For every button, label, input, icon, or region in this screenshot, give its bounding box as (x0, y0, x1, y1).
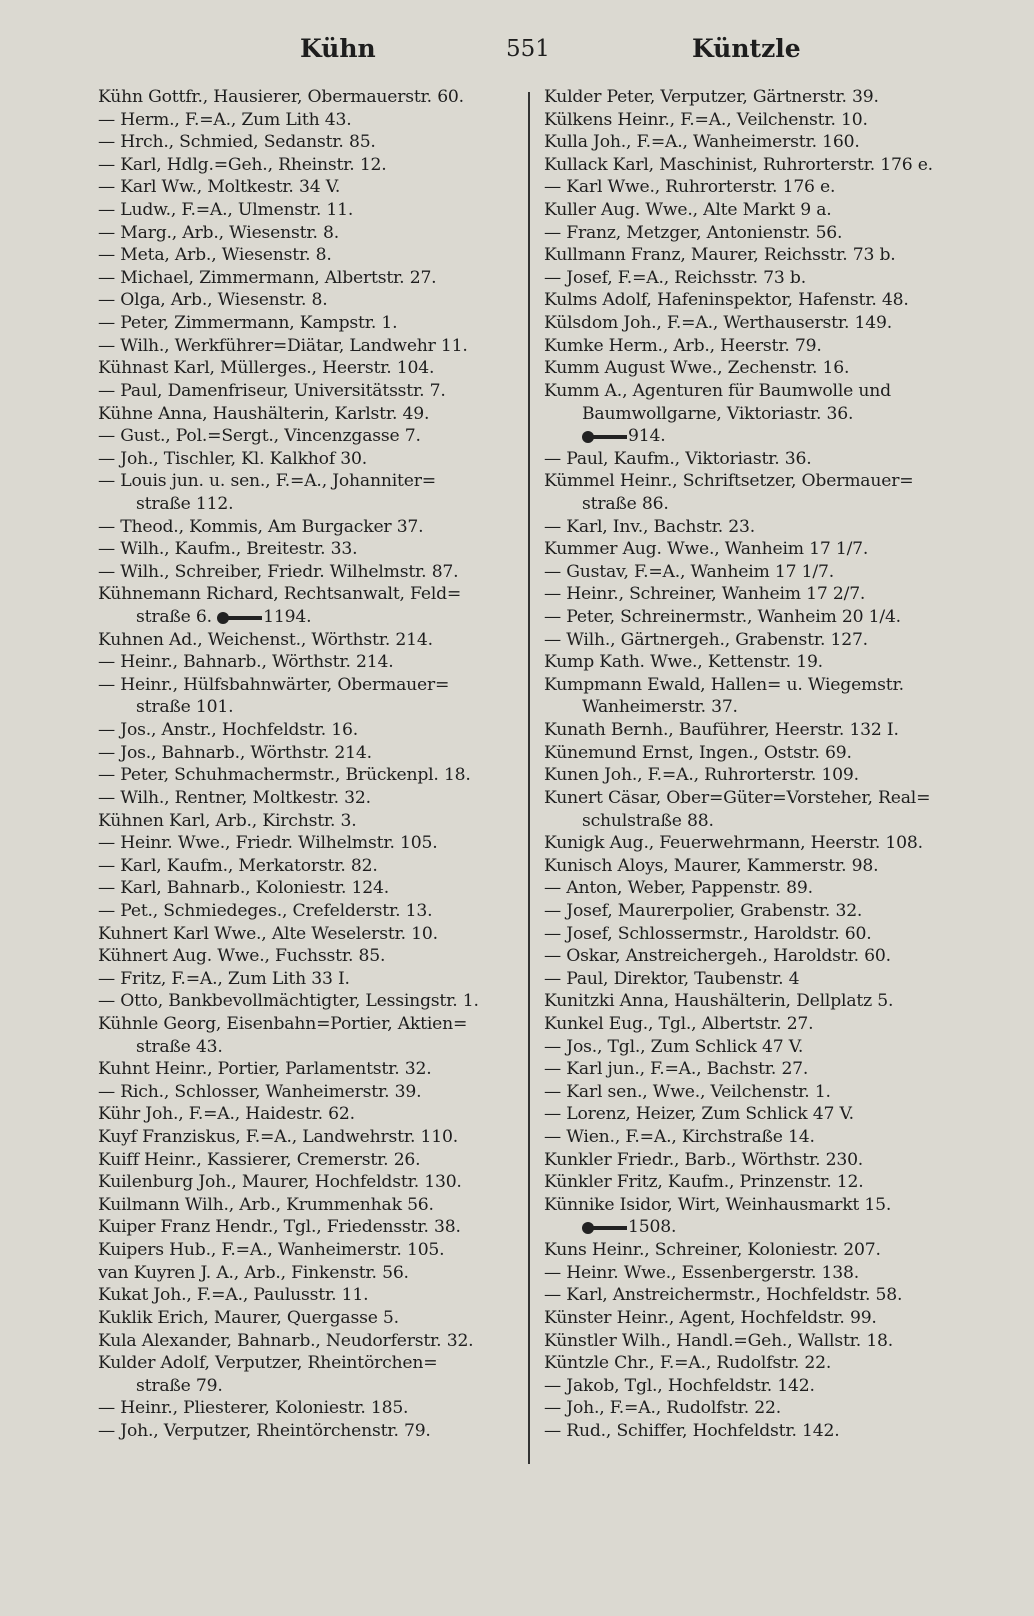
entry-text: — Karl Wwe., Ruhrorterstr. 176 e. (544, 177, 836, 198)
directory-entry (98, 1013, 516, 1036)
directory-entry (544, 109, 962, 132)
directory-entry (98, 1081, 516, 1104)
entry-continuation (98, 606, 516, 629)
entry-text: Kühn Gottfr., Hausierer, Obermauerstr. 60. (98, 87, 464, 107)
entry-text: — Heinr., Schreiner, Wanheim 17 2/7. (544, 584, 866, 605)
directory-entry (98, 832, 516, 855)
entry-text: — Paul, Direktor, Taubenstr. 4 (544, 968, 800, 989)
entry-text: Kuhnen Ad., Weichenst., Wörthstr. 214. (98, 629, 433, 650)
entry-text: — Pet., Schmiedeges., Crefelderstr. 13. (98, 900, 433, 921)
entry-text: — Otto, Bankbevollmächtigter, Lessingstr. 1. (98, 991, 479, 1012)
directory-entry (544, 719, 962, 742)
entry-text: — Jos., Tgl., Zum Schlick 47 V. (544, 1036, 804, 1057)
entry-text: — Herm., F.=A., Zum Lith 43. (98, 109, 352, 130)
directory-entry (544, 561, 962, 584)
entry-text: — Karl sen., Wwe., Veilchenstr. 1. (544, 1081, 831, 1102)
directory-entry (98, 199, 516, 222)
entry-text: Kuhnert Karl Wwe., Alte Weselerstr. 10. (98, 923, 438, 944)
page-number: 551 (506, 36, 550, 62)
entry-continuation (98, 1036, 516, 1059)
directory-entry (98, 1262, 516, 1285)
entry-text: — Louis jun. u. sen., F.=A., Johanniter= (98, 471, 436, 492)
entry-text: Kühnle Georg, Eisenbahn=Portier, Aktien= (98, 1013, 468, 1034)
directory-entry (98, 289, 516, 312)
entry-text: — Heinr., Hülfsbahnwärter, Obermauer= (98, 674, 450, 695)
entry-continuation (544, 403, 962, 426)
directory-entry (98, 719, 516, 742)
entry-text: Kunisch Aloys, Maurer, Kammerstr. 98. (544, 855, 879, 876)
entry-text: Kulder Peter, Verputzer, Gärtnerstr. 39. (544, 87, 879, 107)
directory-entry (544, 1262, 962, 1285)
directory-entry (544, 380, 962, 403)
running-head-left: Kühn (300, 34, 376, 63)
directory-entry (98, 855, 516, 878)
directory-entry (544, 787, 962, 810)
telephone-icon (582, 431, 622, 443)
directory-entry (544, 968, 962, 991)
entry-text: Kunitzki Anna, Haushälterin, Dellplatz 5. (544, 991, 894, 1012)
entry-text: Künstler Wilh., Handl.=Geh., Wallstr. 18. (544, 1330, 894, 1351)
entry-text: — Lorenz, Heizer, Zum Schlick 47 V. (544, 1104, 854, 1125)
directory-entry (544, 1307, 962, 1330)
directory-entry (544, 923, 962, 946)
entry-text: — Olga, Arb., Wiesenstr. 8. (98, 290, 328, 311)
entry-text: — Rich., Schlosser, Wanheimerstr. 39. (98, 1081, 422, 1102)
entry-text: Kühnert Aug. Wwe., Fuchsstr. 85. (98, 946, 386, 967)
entry-text: Kühnemann Richard, Rechtsanwalt, Feld= (98, 584, 462, 605)
directory-entry (98, 1352, 516, 1375)
directory-entry (544, 629, 962, 652)
directory-entry (98, 222, 516, 245)
entry-text: straße 43. (136, 1036, 223, 1057)
entry-text: Baumwollgarne, Viktoriastr. 36. (582, 403, 854, 424)
directory-entry (98, 1397, 516, 1420)
directory-entry (98, 538, 516, 561)
directory-entry (98, 877, 516, 900)
entry-text: Kulms Adolf, Hafeninspektor, Hafenstr. 48. (544, 290, 909, 311)
entry-text: Kuhnt Heinr., Portier, Parlamentstr. 32. (98, 1059, 432, 1080)
entry-text: — Jakob, Tgl., Hochfeldstr. 142. (544, 1375, 815, 1396)
entry-text: — Jos., Bahnarb., Wörthstr. 214. (98, 742, 372, 763)
directory-entry (98, 425, 516, 448)
entry-text: — Paul, Kaufm., Viktoriastr. 36. (544, 448, 812, 469)
entry-text: Künemund Ernst, Ingen., Oststr. 69. (544, 742, 852, 763)
entry-text: Kump Kath. Wwe., Kettenstr. 19. (544, 652, 823, 673)
entry-text: Kula Alexander, Bahnarb., Neudorferstr. 32. (98, 1330, 474, 1351)
entry-text: Kullmann Franz, Maurer, Reichsstr. 73 b. (544, 245, 896, 266)
entry-text: — Michael, Zimmermann, Albertstr. 27. (98, 267, 437, 288)
entry-continuation (544, 696, 962, 719)
entry-text: straße 112. (136, 493, 234, 514)
directory-entry (544, 222, 962, 245)
directory-entry (544, 538, 962, 561)
phone-number: 914. (628, 426, 666, 447)
entry-text: — Wilh., Werkführer=Diätar, Landwehr 11. (98, 335, 468, 356)
entry-continuation (544, 493, 962, 516)
directory-entry (98, 764, 516, 787)
directory-entry (98, 1058, 516, 1081)
entry-text: Künster Heinr., Agent, Hochfeldstr. 99. (544, 1307, 877, 1328)
entry-text: Kuiper Franz Hendr., Tgl., Friedensstr. 38. (98, 1217, 461, 1238)
directory-entry (98, 516, 516, 539)
entry-text: — Paul, Damenfriseur, Universitätsstr. 7. (98, 380, 446, 401)
directory-entry (98, 1126, 516, 1149)
entry-text: — Karl, Anstreichermstr., Hochfeldstr. 58. (544, 1285, 903, 1306)
directory-entry (544, 1239, 962, 1262)
directory-entry (544, 1013, 962, 1036)
entry-text: — Wilh., Kaufm., Breitestr. 33. (98, 539, 358, 560)
entry-text: Kuilenburg Joh., Maurer, Hochfeldstr. 130. (98, 1172, 462, 1193)
entry-text: van Kuyren J. A., Arb., Finkenstr. 56. (98, 1262, 409, 1283)
entry-continuation (98, 696, 516, 719)
entry-text: Kümmel Heinr., Schriftsetzer, Obermauer= (544, 471, 914, 492)
entry-continuation (544, 810, 962, 833)
entry-text: — Karl jun., F.=A., Bachstr. 27. (544, 1059, 809, 1080)
directory-entry (98, 267, 516, 290)
directory-entry (544, 86, 962, 109)
directory-entry (98, 312, 516, 335)
entry-continuation (544, 425, 962, 448)
directory-entry (544, 516, 962, 539)
entry-text: — Franz, Metzger, Antonienstr. 56. (544, 222, 843, 243)
entry-text: Kühnast Karl, Müllerges., Heerstr. 104. (98, 358, 435, 379)
entry-text: Kunkler Friedr., Barb., Wörthstr. 230. (544, 1149, 864, 1170)
directory-entry (544, 855, 962, 878)
entry-text: Künnike Isidor, Wirt, Weinhausmarkt 15. (544, 1194, 892, 1215)
directory-entry (98, 403, 516, 426)
left-column (98, 86, 516, 1443)
entry-text: — Gust., Pol.=Sergt., Vincenzgasse 7. (98, 426, 421, 447)
directory-entry (544, 674, 962, 697)
directory-entry (544, 1284, 962, 1307)
entry-text: — Wilh., Schreiber, Friedr. Wilhelmstr. 87. (98, 561, 459, 582)
directory-entry (544, 470, 962, 493)
entry-text: Kulla Joh., F.=A., Wanheimerstr. 160. (544, 132, 860, 153)
directory-entry (98, 470, 516, 493)
directory-entry (544, 357, 962, 380)
directory-entry (98, 923, 516, 946)
entry-text: Kunkel Eug., Tgl., Albertstr. 27. (544, 1013, 814, 1034)
entry-text: Kuklik Erich, Maurer, Quergasse 5. (98, 1307, 399, 1328)
entry-text: Kumm August Wwe., Zechenstr. 16. (544, 358, 850, 379)
directory-entry (544, 764, 962, 787)
directory-entry (544, 1375, 962, 1398)
directory-entry (544, 606, 962, 629)
directory-entry (98, 674, 516, 697)
entry-text: Kunath Bernh., Bauführer, Heerstr. 132 I. (544, 720, 899, 741)
entry-continuation (544, 1216, 962, 1239)
entry-text: straße 101. (136, 697, 234, 718)
entry-text: — Heinr., Bahnarb., Wörthstr. 214. (98, 652, 394, 673)
directory-entry (544, 1330, 962, 1353)
entry-continuation (98, 1375, 516, 1398)
entry-text: Kunen Joh., F.=A., Ruhrorterstr. 109. (544, 765, 859, 786)
phone-number: 1194. (263, 607, 312, 628)
entry-text: — Wien., F.=A., Kirchstraße 14. (544, 1127, 815, 1148)
directory-entry (544, 1420, 962, 1443)
entry-text: — Joh., Tischler, Kl. Kalkhof 30. (98, 448, 367, 469)
entry-text: Wanheimerstr. 37. (582, 697, 738, 718)
entry-text: Kuilmann Wilh., Arb., Krummenhak 56. (98, 1194, 434, 1215)
directory-entry (544, 267, 962, 290)
entry-text: — Wilh., Rentner, Moltkestr. 32. (98, 787, 371, 808)
directory-entry (98, 1307, 516, 1330)
entry-text: — Fritz, F.=A., Zum Lith 33 I. (98, 968, 350, 989)
directory-entry (98, 1284, 516, 1307)
entry-text: Künkler Fritz, Kaufm., Prinzenstr. 12. (544, 1172, 864, 1193)
entry-text: — Peter, Schreinermstr., Wanheim 20 1/4. (544, 607, 901, 628)
directory-entry (544, 1149, 962, 1172)
directory-entry (544, 832, 962, 855)
directory-entry (98, 968, 516, 991)
column-divider (528, 92, 530, 1464)
entry-text: — Rud., Schiffer, Hochfeldstr. 142. (544, 1420, 840, 1441)
directory-entry (544, 1397, 962, 1420)
directory-entry (544, 651, 962, 674)
directory-entry (544, 990, 962, 1013)
entry-text: Kühr Joh., F.=A., Haidestr. 62. (98, 1104, 355, 1125)
entry-text: Külkens Heinr., F.=A., Veilchenstr. 10. (544, 109, 868, 130)
directory-entry (544, 312, 962, 335)
entry-text: — Karl, Bahnarb., Koloniestr. 124. (98, 878, 390, 899)
entry-text: Kuiff Heinr., Kassierer, Cremerstr. 26. (98, 1149, 421, 1170)
directory-entry (98, 1194, 516, 1217)
entry-text: Kuns Heinr., Schreiner, Koloniestr. 207. (544, 1240, 881, 1261)
entry-text: — Josef, Maurerpolier, Grabenstr. 32. (544, 900, 863, 921)
entry-text: — Hrch., Schmied, Sedanstr. 85. (98, 132, 376, 153)
directory-entry (98, 810, 516, 833)
directory-entry (544, 900, 962, 923)
entry-text: Kühne Anna, Haushälterin, Karlstr. 49. (98, 403, 430, 424)
directory-entry (98, 900, 516, 923)
entry-text: straße 86. (582, 493, 669, 514)
directory-entry (544, 583, 962, 606)
directory-entry (98, 86, 516, 109)
entry-text: — Peter, Schuhmachermstr., Brückenpl. 18. (98, 765, 471, 786)
directory-entry (98, 335, 516, 358)
entry-text: — Heinr., Pliesterer, Koloniestr. 185. (98, 1398, 409, 1419)
entry-text: — Heinr. Wwe., Friedr. Wilhelmstr. 105. (98, 833, 438, 854)
entry-text: — Josef, Schlossermstr., Haroldstr. 60. (544, 923, 872, 944)
entry-text: Kumpmann Ewald, Hallen= u. Wiegemstr. (544, 674, 904, 695)
entry-text: straße 6. (136, 607, 212, 628)
entry-text: — Karl, Kaufm., Merkatorstr. 82. (98, 855, 378, 876)
directory-entry (544, 1036, 962, 1059)
entry-text: Kumke Herm., Arb., Heerstr. 79. (544, 335, 822, 356)
entry-text: Kukat Joh., F.=A., Paulusstr. 11. (98, 1285, 369, 1306)
directory-entry (98, 176, 516, 199)
directory-entry (544, 1126, 962, 1149)
directory-entry (544, 877, 962, 900)
entry-text: — Theod., Kommis, Am Burgacker 37. (98, 516, 424, 537)
directory-entry (98, 448, 516, 471)
directory-entry (544, 335, 962, 358)
directory-entry (98, 1103, 516, 1126)
directory-entry (98, 154, 516, 177)
running-head-right: Küntzle (692, 34, 801, 63)
directory-entry (544, 1352, 962, 1375)
directory-entry (98, 1171, 516, 1194)
telephone-icon (217, 612, 257, 624)
directory-entry (98, 787, 516, 810)
directory-entry (98, 109, 516, 132)
entry-text: — Heinr. Wwe., Essenbergerstr. 138. (544, 1262, 860, 1283)
entry-text: Kumm A., Agenturen für Baumwolle und (544, 380, 891, 401)
entry-text: — Joh., F.=A., Rudolfstr. 22. (544, 1398, 781, 1419)
entry-text: — Ludw., F.=A., Ulmenstr. 11. (98, 200, 354, 221)
directory-entry (544, 1171, 962, 1194)
directory-entry (544, 244, 962, 267)
entry-text: — Karl, Hdlg.=Geh., Rheinstr. 12. (98, 154, 387, 175)
entry-text: schulstraße 88. (582, 810, 714, 831)
telephone-icon (582, 1222, 622, 1234)
directory-entry (98, 380, 516, 403)
directory-entry (98, 583, 516, 606)
entry-text: Kuipers Hub., F.=A., Wanheimerstr. 105. (98, 1240, 445, 1261)
directory-entry (98, 1420, 516, 1443)
entry-text: Kuller Aug. Wwe., Alte Markt 9 a. (544, 200, 832, 221)
entry-text: straße 79. (136, 1375, 223, 1396)
directory-entry (98, 742, 516, 765)
entry-text: — Karl Ww., Moltkestr. 34 V. (98, 177, 341, 198)
directory-entry (544, 742, 962, 765)
directory-entry (98, 131, 516, 154)
entry-text: Küntzle Chr., F.=A., Rudolfstr. 22. (544, 1353, 832, 1374)
entry-text: Kunert Cäsar, Ober=Güter=Vorsteher, Real= (544, 787, 931, 808)
directory-entry (544, 1081, 962, 1104)
directory-entry (544, 154, 962, 177)
entry-text: — Marg., Arb., Wiesenstr. 8. (98, 222, 339, 243)
directory-entry (98, 945, 516, 968)
right-column (544, 86, 962, 1443)
entry-text: — Anton, Weber, Pappenstr. 89. (544, 878, 813, 899)
entry-text: — Jos., Anstr., Hochfeldstr. 16. (98, 720, 359, 741)
entry-text: Kunigk Aug., Feuerwehrmann, Heerstr. 108. (544, 833, 923, 854)
directory-entry (98, 357, 516, 380)
directory-entry (544, 289, 962, 312)
entry-continuation (98, 493, 516, 516)
entry-text: — Peter, Zimmermann, Kampstr. 1. (98, 313, 398, 334)
entry-text: — Gustav, F.=A., Wanheim 17 1/7. (544, 561, 834, 582)
directory-entry (98, 1239, 516, 1262)
entry-text: — Karl, Inv., Bachstr. 23. (544, 516, 755, 537)
directory-entry (98, 561, 516, 584)
directory-entry (544, 1194, 962, 1217)
entry-text: Kulder Adolf, Verputzer, Rheintörchen= (98, 1353, 438, 1374)
directory-entry (98, 244, 516, 267)
directory-entry (544, 448, 962, 471)
directory-entry (98, 1330, 516, 1353)
entry-text: — Joh., Verputzer, Rheintörchenstr. 79. (98, 1420, 431, 1441)
entry-text: — Meta, Arb., Wiesenstr. 8. (98, 245, 332, 266)
entry-text: — Oskar, Anstreichergeh., Haroldstr. 60. (544, 946, 891, 967)
entry-text: Külsdom Joh., F.=A., Werthauserstr. 149. (544, 313, 892, 334)
directory-entry (98, 1216, 516, 1239)
entry-text: Kühnen Karl, Arb., Kirchstr. 3. (98, 810, 357, 831)
directory-entry (98, 629, 516, 652)
entry-text: — Josef, F.=A., Reichsstr. 73 b. (544, 267, 806, 288)
directory-entry (544, 199, 962, 222)
directory-entry (98, 651, 516, 674)
directory-entry (98, 1149, 516, 1172)
entry-text: — Wilh., Gärtnergeh., Grabenstr. 127. (544, 629, 868, 650)
phone-number: 1508. (628, 1217, 677, 1238)
directory-entry (544, 945, 962, 968)
directory-entry (544, 176, 962, 199)
entry-text: Kuyf Franziskus, F.=A., Landwehrstr. 110. (98, 1127, 458, 1148)
entry-text: Kullack Karl, Maschinist, Ruhrorterstr. 176 e. (544, 154, 933, 175)
directory-entry (98, 990, 516, 1013)
directory-entry (544, 1103, 962, 1126)
entry-text: Kummer Aug. Wwe., Wanheim 17 1/7. (544, 539, 869, 560)
directory-entry (544, 1058, 962, 1081)
directory-entry (544, 131, 962, 154)
